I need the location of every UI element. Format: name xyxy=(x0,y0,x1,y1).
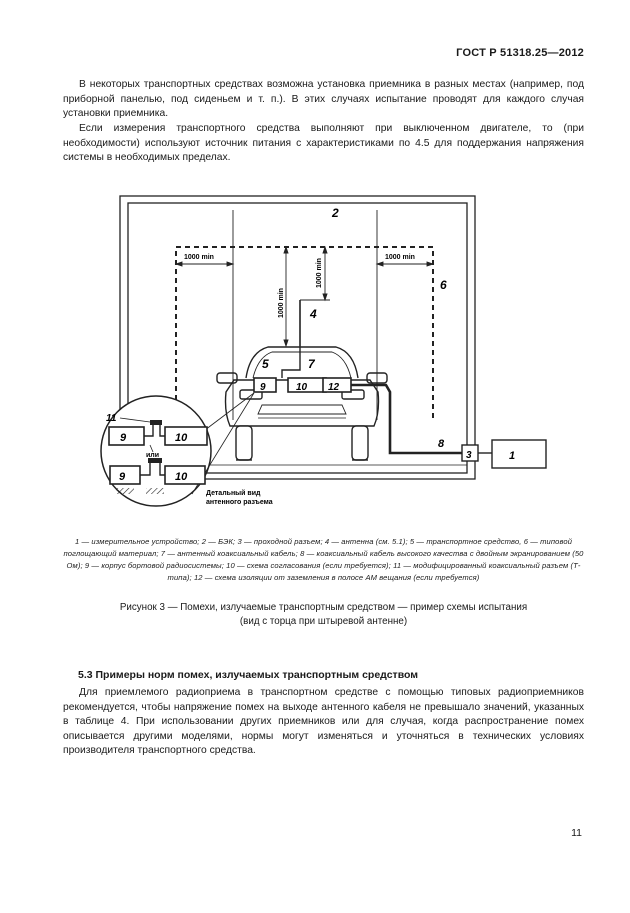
section-title: 5.3 Примеры норм помех, излучаемых транспортным средством xyxy=(78,669,419,681)
antenna-coax-cable xyxy=(282,346,300,378)
label-12-main: 12 xyxy=(328,382,340,393)
label-5: 5 xyxy=(262,357,269,371)
label-9-detail-top: 9 xyxy=(120,432,127,444)
detail-caption-line1: Детальный вид xyxy=(206,490,261,497)
label-11: 11 xyxy=(106,413,117,424)
label-10-main: 10 xyxy=(296,382,308,393)
page-number: 11 xyxy=(571,827,582,839)
section-paragraph xyxy=(63,686,584,759)
label-3: 3 xyxy=(466,450,472,461)
figure-legend: 1 — измерительное устройство; 2 — БЭК; 3 — проходной разъем; 4 — антенна (см. 5.1); 5 — транспортное средство, 6 — типовой поглощающий материал; 7 — антенный коаксиальный кабель; 8 — коаксиальный кабель высокого качества с двойным экранированием (50 Ом); 9 — корпус бортовой радиосистемы; 10 — схема согласования (если требуется); 11 — модифицированный коаксиальный разъем (Т-типа); 12 — схема изоляции от заземления в полосе АМ вещания (если требуется) xyxy=(63,537,584,582)
dim-vertical-2-label: 1000 min xyxy=(316,258,323,288)
label-10-detail-bottom: 10 xyxy=(175,471,188,483)
figure-caption-line1: Рисунок 3 — Помехи, излучаемые транспортным средством — пример схемы испытания xyxy=(119,602,528,613)
paragraph-2-text: Если измерения транспортного средства выполняют при выключенном двигателе, то (при необходимости) используют источник питания с характеристиками по 4.5 для поддержания напряжения системы в необходимых пределах. xyxy=(63,123,584,164)
paragraph-1-text: В некоторых транспортных средствах возможна установка приемника в разных местах (например, под приборной панелью, под сиденьем и т. п.). В этих случаях испытание проводят для каждого случая установки приемника. xyxy=(63,79,584,120)
page-header: ГОСТ Р 51318.25—2012 xyxy=(456,47,584,59)
section-paragraph-text: Для приемлемого радиоприема в транспортном средстве с помощью типовых радиоприемников рекомендуется, чтобы напряжение помех на выходе антенного кабеля не превышало значений, указанных в таблице 4. При использовании других приемников или для случая, когда распространение помех описывается другими моделями, нормы могут изменяться и уточняться в технических условиях производителя транспортного средства. xyxy=(63,687,584,757)
label-1: 1 xyxy=(509,450,516,462)
label-8: 8 xyxy=(438,438,445,450)
label-4: 4 xyxy=(310,307,317,321)
label-9-main: 9 xyxy=(260,382,266,393)
label-2: 2 xyxy=(332,206,339,220)
or-word: или xyxy=(146,452,160,459)
figure-caption-line2: (вид с торца при штыревой антенне) xyxy=(239,615,408,627)
detail-caption-line2: антенного разъема xyxy=(206,499,273,506)
dim-left-label: 1000 min xyxy=(184,254,214,261)
dim-vertical-1-label: 1000 min xyxy=(278,288,285,318)
figure-caption xyxy=(63,601,584,628)
label-6: 6 xyxy=(440,278,447,292)
label-7: 7 xyxy=(308,357,315,371)
dim-right-label: 1000 min xyxy=(385,254,415,261)
label-10-detail-top: 10 xyxy=(175,432,188,444)
label-9-detail-bottom: 9 xyxy=(119,471,126,483)
vehicle xyxy=(217,347,387,460)
